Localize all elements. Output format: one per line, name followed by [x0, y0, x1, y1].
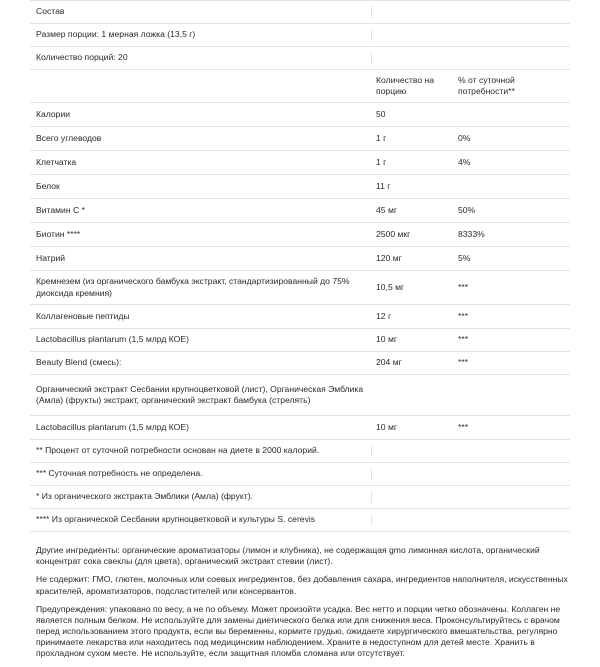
table-row: [30, 329, 570, 352]
nutrient-amount: 1 г: [376, 132, 387, 143]
nutrient-name: Кремнезем (из органического бамбука экстракт, стандартизированный до 75% диоксида кремния): [36, 276, 350, 298]
product-notes: [30, 545, 570, 660]
nutrient-dv: ***: [458, 310, 469, 321]
nutrient-name: Lactobacillus plantarum (1,5 млрд КОЕ): [36, 334, 189, 345]
composition-title: Состав: [30, 6, 372, 17]
servings-count-row: [30, 47, 570, 70]
nutrient-amount: 1 г: [376, 156, 387, 167]
footnote: * Из органического экстракта Эмблики (Амла) (фрукт).: [30, 491, 372, 502]
footnote-row: [30, 440, 570, 463]
nutrient-amount: 12 г: [376, 310, 392, 321]
supplement-facts-panel: [30, 0, 570, 667]
table-row: [30, 416, 570, 440]
nutrient-name: Натрий: [36, 252, 66, 263]
nutrient-name: Белок: [36, 180, 60, 191]
nutrient-name: Органический экстракт Сесбании крупноцветковой (лист), Органическая Эмблика (Амла) (фрукты) экстракт, органический экстракт бамбука (стрелять): [36, 383, 364, 405]
table-row: [30, 127, 570, 151]
footnote: *** Суточная потребность не определена.: [30, 468, 372, 479]
nutrient-amount: 120 мг: [376, 252, 402, 263]
nutrient-dv: 0%: [458, 132, 471, 143]
nutrient-name: Lactobacillus plantarum (1,5 млрд КОЕ): [36, 421, 189, 432]
nutrient-amount: 10,5 мг: [376, 281, 405, 292]
nutrient-name: Всего углеводов: [36, 132, 102, 143]
nutrient-dv: ***: [458, 421, 469, 432]
table-row: [30, 352, 570, 375]
nutrient-amount: 10 мг: [376, 421, 397, 432]
table-row: [30, 271, 570, 305]
nutrient-name: Биотин ****: [36, 228, 81, 239]
footnote-row: [30, 463, 570, 486]
footnote: ** Процент от суточной потребности основан на диете в 2000 калорий.: [30, 445, 372, 456]
nutrient-amount: 11 г: [376, 180, 391, 191]
nutrient-dv: 8333%: [458, 228, 485, 239]
footnote-row: [30, 486, 570, 509]
nutrient-dv: ***: [458, 281, 469, 292]
table-row: [30, 305, 570, 329]
nutrient-amount: 10 мг: [376, 334, 397, 345]
table-row: [30, 375, 570, 416]
nutrient-dv: ***: [458, 334, 469, 345]
serving-size: Размер порции: 1 мерная ложка (13,5 г): [30, 29, 372, 40]
nutrient-name: Коллагеновые пептиды: [36, 310, 130, 321]
nutrient-amount: 45 мг: [376, 204, 397, 215]
warnings: Предупреждения: упаковано по весу, а не по объему. Может произойти усадка. Вес нетто и порции четко обозначены. Коллаген не является полным белком. Не используйте для замены диетического белка или для снижения веса. Проконсультируйтесь с врачом перед использованием этого продукта, если вы беременны, кормите грудью, ожидаете хирургического вмешательства, регулярно принимаете лекарства или находитесь под медицинским наблюдением. Храните в недоступном для детей месте. Хранить в прохладном сухом месте. Не используйте, если защитная пломба сломана или отсутствует.: [36, 603, 561, 659]
nutrient-dv: ***: [458, 357, 469, 368]
column-header-row: [30, 70, 570, 103]
does-not-contain: Не содержит: ГМО, глютен, молочных или соевых ингредиентов, без добавления сахара, ингредиентов наполнителя, искусственных красителей, ароматизаторов, подсластителей или консервантов.: [36, 574, 568, 596]
nutrient-amount: 2500 мкг: [376, 228, 411, 239]
footnote-row: [30, 509, 570, 532]
other-ingredients: Другие ингредиенты: органические ароматизаторы (лимон и клубника), не содержащая gmo лимонная кислота, органический концентрат сока свеклы (для цвета), органический экстракт стевии (лист).: [36, 545, 540, 567]
table-row: [30, 175, 570, 199]
supplement-facts-table: [30, 0, 570, 532]
table-row: [30, 103, 570, 127]
nutrient-dv: 50%: [458, 204, 476, 215]
amount-column-header: Количество на порцию: [376, 74, 435, 96]
nutrient-amount: 204 мг: [376, 357, 402, 368]
nutrient-dv: 5%: [458, 252, 471, 263]
nutrient-dv: 4%: [458, 156, 471, 167]
serving-size-row: [30, 24, 570, 47]
nutrient-name: Калории: [36, 108, 71, 119]
composition-row: [30, 0, 570, 24]
nutrient-name: Витамин C *: [36, 204, 85, 215]
table-row: [30, 223, 570, 247]
table-row: [30, 199, 570, 223]
table-row: [30, 247, 570, 271]
nutrient-amount: 50: [376, 108, 386, 119]
servings-count: Количество порций: 20: [30, 52, 372, 63]
dv-column-header: % от суточной потребности**: [458, 74, 515, 96]
nutrient-name: Beauty Blend (смесь):: [36, 357, 122, 368]
footnote: **** Из органической Сесбании крупноцветковой и культуры S. cerevis: [30, 514, 372, 525]
table-row: [30, 151, 570, 175]
nutrient-name: Клетчатка: [36, 156, 77, 167]
